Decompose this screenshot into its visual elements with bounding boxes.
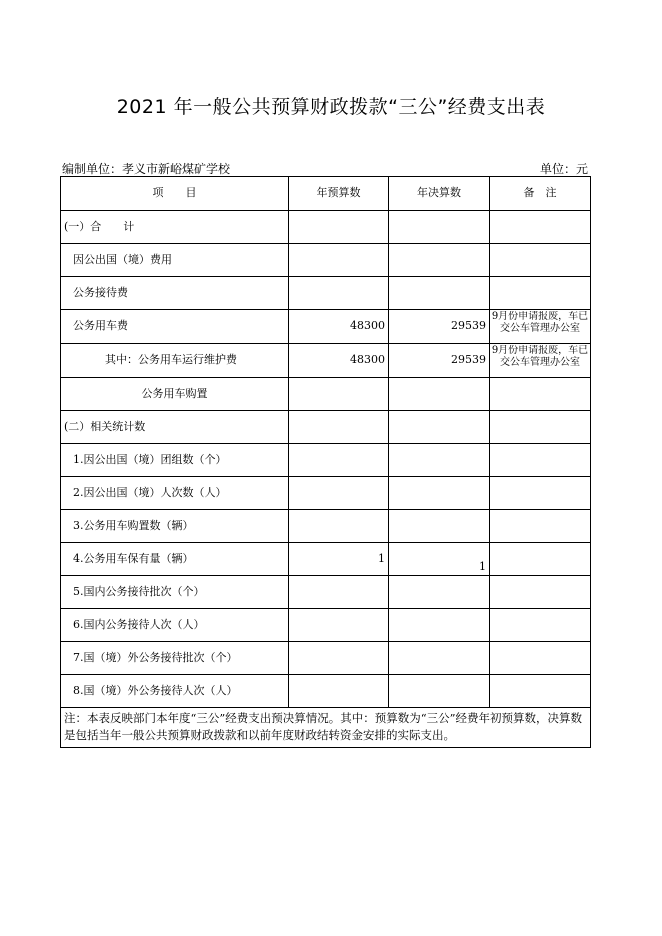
final-cell	[389, 609, 490, 642]
note-cell	[490, 543, 591, 576]
final-cell	[389, 444, 490, 477]
table-row	[61, 411, 591, 444]
note-cell	[490, 411, 591, 444]
currency-unit-label: 单位：元	[539, 162, 588, 176]
budget-cell	[289, 211, 389, 244]
organization-label: 编制单位：孝义市新峪煤矿学校	[62, 162, 231, 176]
table-row	[61, 277, 591, 310]
budget-cell	[289, 244, 389, 277]
row-label: 公务接待费	[61, 277, 289, 310]
row-label: 公务用车购置	[61, 378, 289, 411]
footnote: 注：本表反映部门本年度“三公”经费支出预决算情况。其中：预算数为“三公”经费年初预算数，决算数是包括当年一般公共预算财政拨款和以前年度财政结转资金安排的实际支出。	[61, 708, 591, 748]
table-row	[61, 510, 591, 543]
footnote-row	[61, 708, 591, 748]
table-header-row	[61, 177, 591, 211]
header-item: 项 目	[61, 177, 289, 211]
row-label: 其中：公务用车运行维护费	[61, 344, 289, 378]
expense-table	[60, 176, 591, 748]
page-title: 2021 年一般公共预算财政拨款“三公”经费支出表	[116, 96, 546, 118]
budget-cell	[289, 277, 389, 310]
header-final: 年决算数	[389, 177, 490, 211]
note-cell	[490, 510, 591, 543]
final-cell	[389, 576, 490, 609]
note-cell	[490, 378, 591, 411]
row-label: 因公出国（境）费用	[61, 244, 289, 277]
budget-cell	[289, 609, 389, 642]
note-cell	[490, 642, 591, 675]
row-label: (一）合 计	[61, 211, 289, 244]
note-cell	[490, 244, 591, 277]
final-cell: 29539	[389, 344, 490, 378]
table-row	[61, 344, 591, 378]
row-label: 5.国内公务接待批次（个）	[61, 576, 289, 609]
budget-cell	[289, 510, 389, 543]
budget-cell	[289, 444, 389, 477]
row-label: 3.公务用车购置数（辆）	[61, 510, 289, 543]
final-cell	[389, 244, 490, 277]
final-cell	[389, 510, 490, 543]
table-row	[61, 675, 591, 708]
budget-cell: 48300	[289, 344, 389, 378]
row-label: 7.国（境）外公务接待批次（个）	[61, 642, 289, 675]
budget-cell	[289, 378, 389, 411]
note-cell	[490, 211, 591, 244]
table-row	[61, 244, 591, 277]
budget-cell	[289, 576, 389, 609]
row-label: 8.国（境）外公务接待人次（人）	[61, 675, 289, 708]
note-cell	[490, 344, 591, 378]
final-cell: 1	[389, 543, 490, 576]
note-text: 9月份申请报废，车已交公车管理办公室	[491, 345, 589, 368]
budget-cell	[289, 675, 389, 708]
budget-cell	[289, 477, 389, 510]
final-cell	[389, 675, 490, 708]
budget-cell: 1	[289, 543, 389, 576]
table-row	[61, 609, 591, 642]
note-cell	[490, 277, 591, 310]
row-label: 公务用车费	[61, 310, 289, 344]
table-row	[61, 576, 591, 609]
budget-cell	[289, 411, 389, 444]
row-label: 4.公务用车保有量（辆）	[61, 543, 289, 576]
budget-cell	[289, 642, 389, 675]
header-note: 备 注	[490, 177, 591, 211]
table-row	[61, 543, 591, 576]
table-row	[61, 211, 591, 244]
note-cell	[490, 444, 591, 477]
row-label: 6.国内公务接待人次（人）	[61, 609, 289, 642]
note-cell	[490, 675, 591, 708]
final-cell	[389, 378, 490, 411]
header-budget: 年预算数	[289, 177, 389, 211]
final-cell	[389, 211, 490, 244]
final-cell	[389, 277, 490, 310]
table-row	[61, 444, 591, 477]
row-label: 1.因公出国（境）团组数（个）	[61, 444, 289, 477]
note-cell	[490, 310, 591, 344]
table-row	[61, 378, 591, 411]
table-row	[61, 477, 591, 510]
row-label: 2.因公出国（境）人次数（人）	[61, 477, 289, 510]
table-row	[61, 310, 591, 344]
note-cell	[490, 609, 591, 642]
table-row	[61, 642, 591, 675]
budget-cell: 48300	[289, 310, 389, 344]
note-cell	[490, 576, 591, 609]
final-cell	[389, 642, 490, 675]
final-cell	[389, 477, 490, 510]
final-cell	[389, 411, 490, 444]
final-cell: 29539	[389, 310, 490, 344]
note-cell	[490, 477, 591, 510]
note-text: 9月份申请报废，车已交公车管理办公室	[491, 311, 589, 334]
row-label: (二）相关统计数	[61, 411, 289, 444]
